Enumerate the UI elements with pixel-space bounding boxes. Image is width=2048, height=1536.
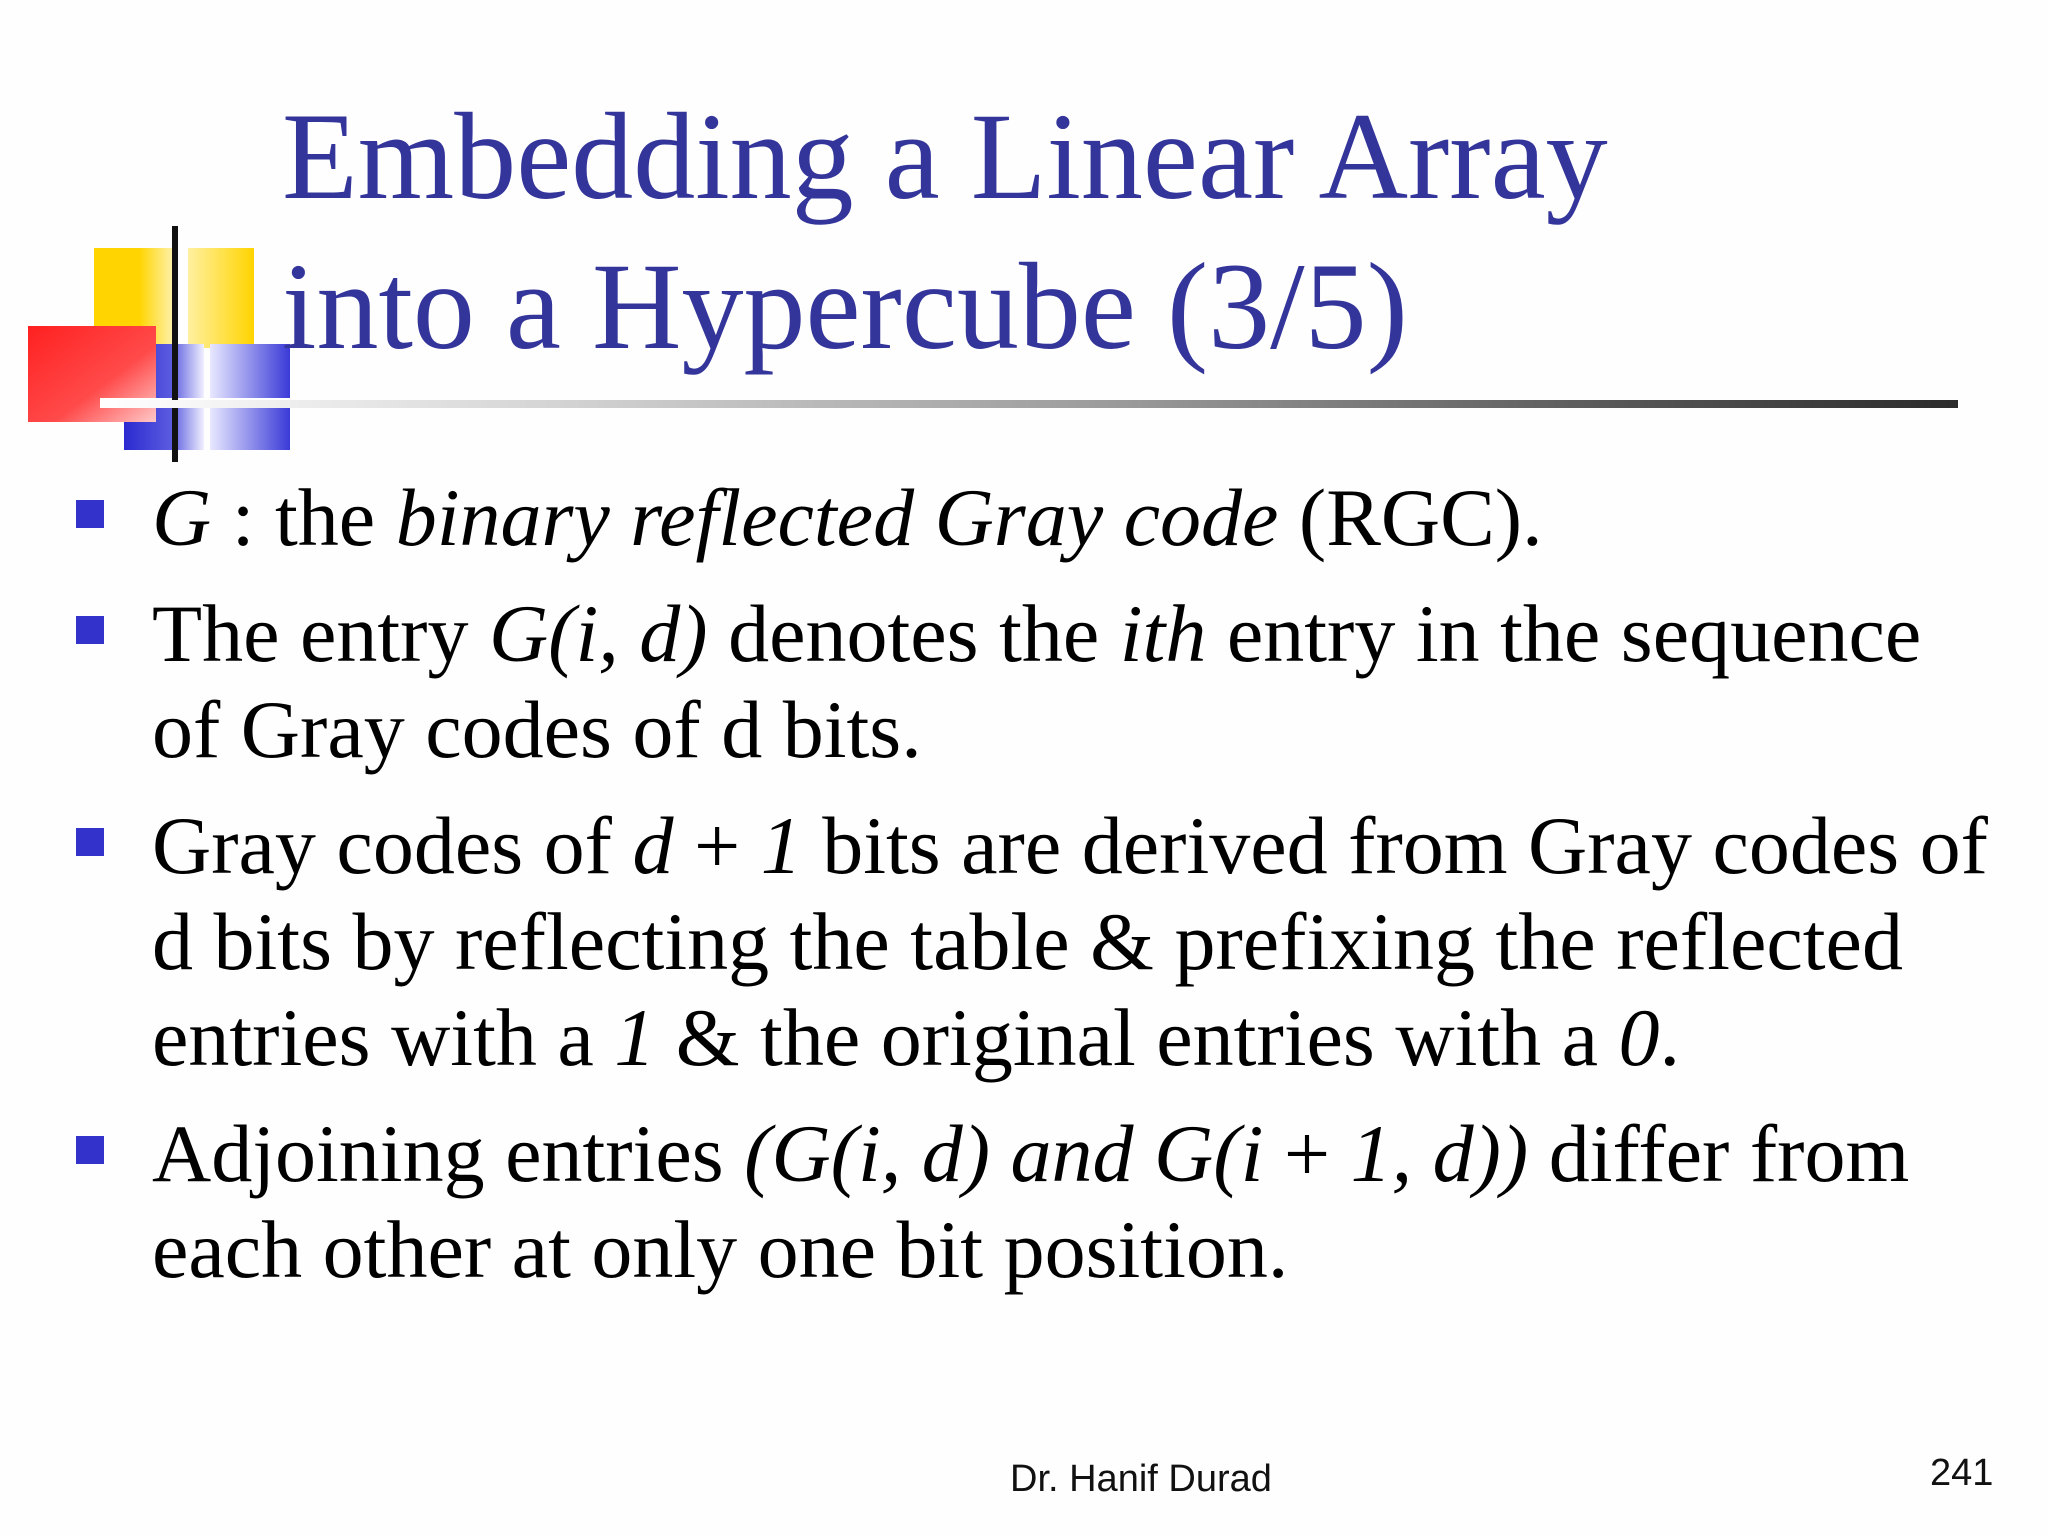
bullet-text-italic: (G(i, d) and G(i <box>744 1108 1264 1199</box>
bullet-text-segment: Gray codes of <box>152 800 633 891</box>
bullet-text <box>152 798 1990 1086</box>
bullet-text-segment: . <box>1659 992 1681 1083</box>
deco-blue-square-right <box>210 344 290 450</box>
bullet-text-segment: denotes the <box>707 588 1120 679</box>
bullet-text-segment: : the <box>211 472 396 563</box>
square-bullet-icon <box>76 1136 104 1164</box>
bullet-text <box>152 1106 1990 1298</box>
bullet-text-segment: differ from each other at only one bit position. <box>152 1108 1910 1295</box>
deco-yellow-square-right <box>188 248 254 348</box>
bullet-text-italic: 1 <box>614 992 656 1083</box>
bullet-text-segment: The entry <box>152 588 489 679</box>
bullet-item <box>70 586 1990 778</box>
title-line-1: Embedding a Linear Array <box>282 88 1608 225</box>
bullet-text <box>152 470 1990 566</box>
bullet-text-italic: d <box>632 800 674 891</box>
bullet-text-italic: G(i, d) <box>488 588 708 679</box>
bullet-text-italic: G <box>152 472 212 563</box>
footer-author: Dr. Hanif Durad <box>1010 1458 1272 1500</box>
bullet-item <box>70 470 1990 566</box>
page-number: 241 <box>1930 1452 1994 1494</box>
bullet-text-italic: 1, d)) <box>1350 1108 1529 1199</box>
square-bullet-icon <box>76 616 104 644</box>
bullet-text <box>152 586 1990 778</box>
bullet-text-italic: 1 <box>760 800 802 891</box>
square-bullet-icon <box>76 500 104 528</box>
bullet-text-italic: binary reflected Gray code <box>395 472 1279 563</box>
bullet-text-segment: + <box>673 800 761 891</box>
deco-vertical-line <box>172 226 178 462</box>
bullet-text-segment: + <box>1263 1108 1351 1199</box>
bullet-item <box>70 1106 1990 1298</box>
bullet-text-segment: & the original entries with a <box>655 992 1619 1083</box>
bullet-text-segment: entry in the sequence of Gray codes of d bits. <box>152 588 1922 775</box>
bullet-text-italic: ith <box>1119 588 1207 679</box>
title-underline <box>100 400 1958 408</box>
bullet-text-segment: (RGC). <box>1278 472 1543 563</box>
title-line-2: into a Hypercube (3/5) <box>282 238 1408 375</box>
slide-title <box>282 82 1982 382</box>
square-bullet-icon <box>76 828 104 856</box>
bullet-text-segment: bits are derived from Gray codes of d bits by reflecting the table & prefixing the reflected entries with a <box>152 800 1988 1083</box>
bullet-item <box>70 798 1990 1086</box>
bullet-text-segment: Adjoining entries <box>152 1108 745 1199</box>
bullet-list <box>70 470 1990 1318</box>
bullet-text-italic: 0 <box>1618 992 1660 1083</box>
title-decoration <box>0 0 320 480</box>
